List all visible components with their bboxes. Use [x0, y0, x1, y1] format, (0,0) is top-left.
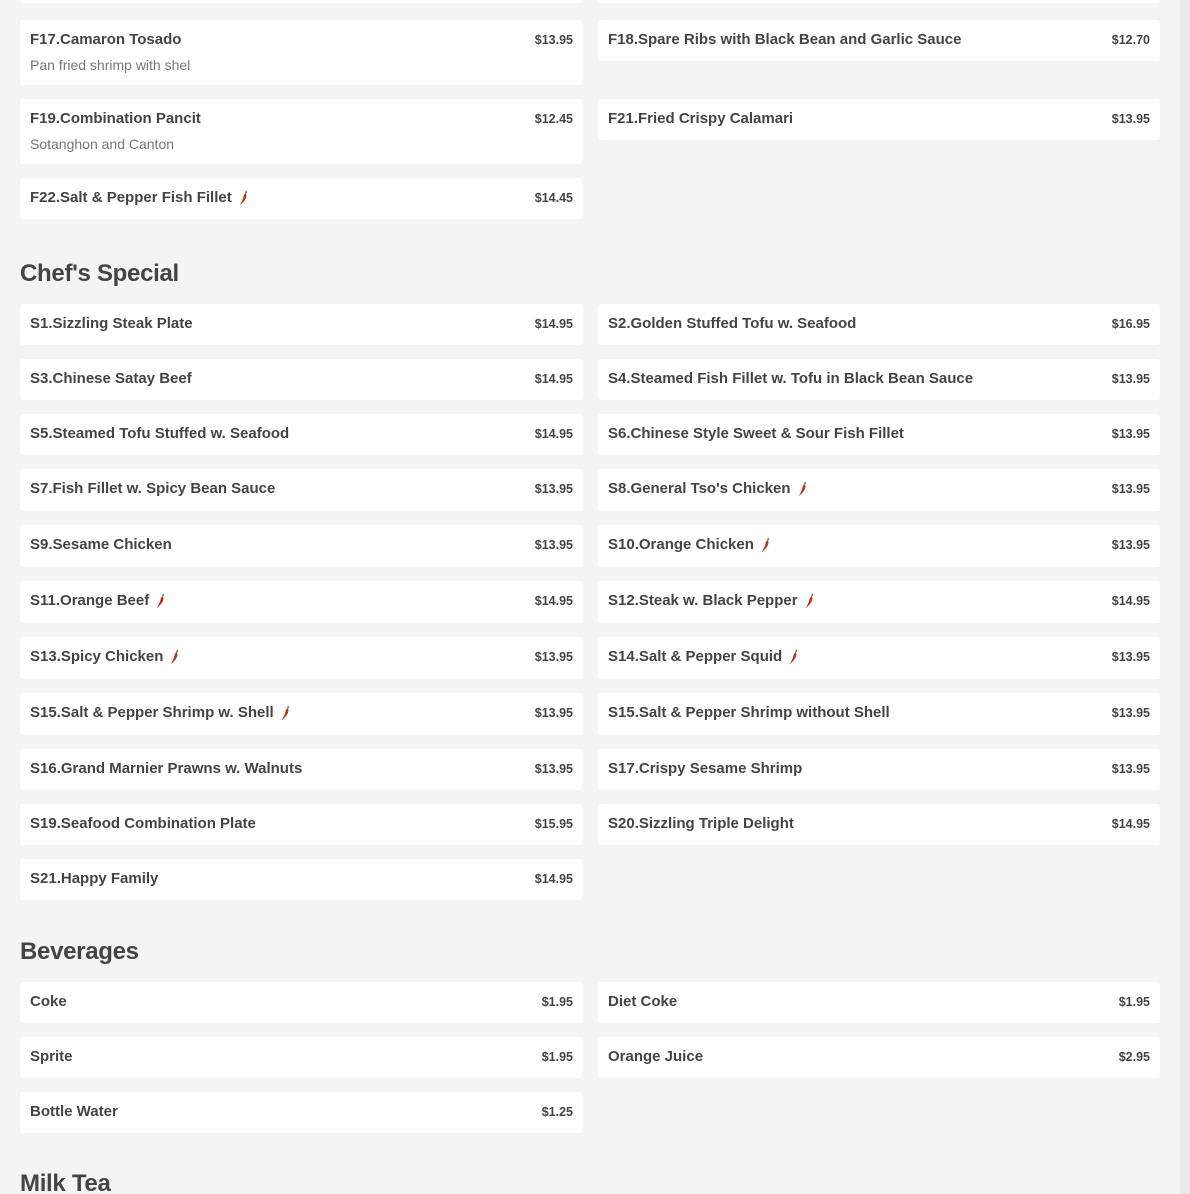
menu-item-card[interactable] [20, 304, 583, 345]
page-scrollbar[interactable] [1180, 0, 1190, 1194]
menu-item-card[interactable] [20, 99, 583, 164]
menu-item-price: $1.95 [1118, 995, 1150, 1009]
chili-pepper-icon [280, 705, 292, 721]
menu-item-price: $1.25 [541, 1105, 573, 1119]
menu-item-name [608, 479, 809, 499]
menu-item-card[interactable] [598, 1037, 1160, 1078]
menu-item-name-text: F17.Camaron Tosado [30, 31, 182, 48]
section-title-beverages: Beverages [20, 938, 139, 965]
menu-item-card[interactable] [598, 749, 1160, 790]
menu-item-card[interactable] [598, 99, 1160, 140]
beverages-grid [20, 982, 1160, 1133]
menu-item-row [30, 535, 573, 555]
menu-item-price: $13.95 [534, 650, 573, 664]
menu-item-price: $15.95 [534, 817, 573, 831]
menu-item-name-text: F21.Fried Crispy Calamari [608, 110, 794, 127]
menu-item-name [608, 369, 973, 389]
chili-pepper-icon [788, 649, 800, 665]
chili-pepper-icon [760, 537, 772, 553]
menu-item-price: $14.95 [1111, 594, 1150, 608]
menu-item-row [30, 992, 573, 1012]
menu-item-name-text: S3.Chinese Satay Beef [30, 370, 192, 387]
menu-item-card[interactable] [598, 414, 1160, 455]
seafood-section [20, 20, 1160, 219]
menu-item-price: $13.95 [1111, 427, 1150, 441]
menu-item-row [608, 314, 1150, 334]
chefs-special-section [20, 256, 1160, 900]
milk-tea-section [20, 1166, 1160, 1194]
previous-items-cutoff [20, 0, 1160, 3]
menu-item-row [30, 1102, 573, 1122]
menu-item-card[interactable] [598, 525, 1160, 567]
chili-pepper-icon [238, 190, 250, 206]
menu-item-name [608, 314, 856, 334]
menu-item-name [608, 30, 961, 50]
menu-item-name [608, 703, 890, 723]
menu-item-name [30, 535, 172, 555]
menu-item-row [30, 1047, 573, 1067]
menu-item-name [608, 424, 904, 444]
menu-item-card[interactable] [20, 178, 583, 219]
menu-item-row [608, 479, 1150, 499]
section-title-chefs-special: Chef's Special [20, 260, 179, 287]
menu-item-name [608, 814, 794, 834]
menu-item-name-text: S19.Seafood Combination Plate [30, 815, 256, 832]
menu-item-card[interactable] [20, 469, 583, 511]
menu-item-row [30, 703, 573, 723]
menu-item-price: $13.95 [534, 706, 573, 720]
menu-item-card[interactable] [598, 304, 1160, 345]
menu-item-name-text: S8.General Tso's Chicken [608, 480, 791, 497]
menu-item-name-text: F19.Combination Pancit [30, 110, 201, 127]
menu-item-name [30, 992, 67, 1012]
menu-item-price: $13.95 [534, 538, 573, 552]
menu-item-name [30, 188, 250, 208]
menu-item-card[interactable] [20, 581, 583, 623]
menu-item-description: Pan fried shrimp with shel [30, 57, 191, 73]
section-title-milk-tea: Milk Tea [20, 1170, 111, 1194]
menu-item-name-text: Coke [30, 993, 67, 1010]
chili-pepper-icon [804, 593, 816, 609]
menu-item-row [30, 591, 573, 611]
menu-item-price: $12.70 [1111, 33, 1150, 47]
menu-item-name [30, 1102, 118, 1122]
menu-item-row [608, 814, 1150, 834]
menu-item-card[interactable] [20, 525, 583, 567]
menu-item-name-text: S7.Fish Fillet w. Spicy Bean Sauce [30, 480, 276, 497]
menu-item-row [608, 1047, 1150, 1067]
menu-item-card[interactable] [20, 359, 583, 400]
menu-item-card[interactable] [20, 414, 583, 455]
menu-item-name-text: Diet Coke [608, 993, 678, 1010]
menu-item-price: $13.95 [1111, 538, 1150, 552]
menu-item-row [30, 188, 573, 208]
menu-item-row [30, 479, 573, 499]
menu-item-price: $2.95 [1118, 1050, 1150, 1064]
menu-item-card[interactable] [598, 693, 1160, 735]
menu-item-name [30, 591, 167, 611]
menu-item-card[interactable] [598, 0, 1160, 3]
menu-item-card[interactable] [598, 637, 1160, 679]
menu-item-name [30, 424, 289, 444]
menu-item-card[interactable] [598, 20, 1160, 61]
menu-item-name-text: S10.Orange Chicken [608, 536, 754, 553]
menu-item-row [608, 109, 1150, 129]
menu-item-card[interactable] [598, 469, 1160, 511]
menu-item-name-text: S15.Salt & Pepper Shrimp without Shell [608, 704, 890, 721]
chili-pepper-icon [155, 593, 167, 609]
menu-item-card[interactable] [598, 982, 1160, 1023]
menu-item-card[interactable] [20, 637, 583, 679]
menu-item-price: $14.95 [534, 872, 573, 886]
menu-item-name-text: S13.Spicy Chicken [30, 648, 164, 665]
menu-item-name [30, 703, 292, 723]
menu-item-name-text: S6.Chinese Style Sweet & Sour Fish Fillet [608, 425, 904, 442]
menu-item-name-text: S5.Steamed Tofu Stuffed w. Seafood [30, 425, 290, 442]
menu-item-price: $13.95 [1111, 372, 1150, 386]
menu-item-price: $14.45 [534, 191, 573, 205]
menu-item-price: $16.95 [1111, 317, 1150, 331]
menu-item-card[interactable] [20, 20, 583, 85]
menu-item-name-text: Orange Juice [608, 1048, 704, 1065]
menu-item-name-text: S15.Salt & Pepper Shrimp w. Shell [30, 704, 274, 721]
menu-item-card[interactable] [20, 693, 583, 735]
chili-pepper-icon [797, 481, 809, 497]
menu-item-card[interactable] [20, 0, 583, 3]
menu-item-row [608, 424, 1150, 444]
menu-item-price: $14.95 [534, 372, 573, 386]
menu-item-name [608, 759, 802, 779]
menu-item-price: $14.95 [534, 594, 573, 608]
menu-item-name-text: S20.Sizzling Triple Delight [608, 815, 794, 832]
menu-item-name [30, 814, 256, 834]
menu-item-price: $1.95 [541, 1050, 573, 1064]
menu-item-card[interactable] [598, 804, 1160, 845]
menu-item-name [30, 30, 181, 50]
menu-item-name-text: S4.Steamed Fish Fillet w. Tofu in Black Bean Sauce [608, 370, 974, 387]
menu-item-card[interactable] [598, 581, 1160, 623]
menu-item-price: $13.95 [1111, 706, 1150, 720]
menu-item-name-text: F22.Salt & Pepper Fish Fillet [30, 189, 232, 206]
menu-item-price: $13.95 [534, 762, 573, 776]
menu-item-row [30, 314, 573, 334]
menu-item-name [608, 591, 816, 611]
menu-item-row [608, 591, 1150, 611]
menu-item-row [30, 109, 573, 129]
menu-item-name [608, 109, 793, 129]
menu-item-row [30, 814, 573, 834]
menu-item-name-text: S21.Happy Family [30, 870, 159, 887]
menu-item-name [30, 869, 158, 889]
menu-item-price: $1.95 [541, 995, 573, 1009]
menu-item-name [608, 535, 772, 555]
menu-item-price: $13.95 [1111, 112, 1150, 126]
menu-item-card[interactable] [20, 1037, 583, 1078]
menu-item-card[interactable] [20, 859, 583, 900]
menu-item-price: $13.95 [534, 33, 573, 47]
menu-item-row [30, 369, 573, 389]
menu-item-row [608, 369, 1150, 389]
chili-pepper-icon [169, 649, 181, 665]
chefs-special-grid [20, 304, 1160, 900]
menu-item-name [30, 1047, 73, 1067]
menu-item-name-text: Sprite [30, 1048, 73, 1065]
menu-item-name [608, 992, 677, 1012]
menu-item-price: $14.95 [1111, 817, 1150, 831]
menu-item-name-text: Bottle Water [30, 1103, 118, 1120]
menu-item-row [608, 647, 1150, 667]
menu-item-card[interactable] [20, 982, 583, 1023]
menu-item-name [30, 479, 275, 499]
menu-item-row [30, 759, 573, 779]
menu-item-name [30, 109, 201, 129]
menu-item-row [608, 535, 1150, 555]
menu-item-description: Sotanghon and Canton [30, 136, 175, 152]
menu-item-name-text: S2.Golden Stuffed Tofu w. Seafood [608, 315, 857, 332]
menu-item-price: $12.45 [534, 112, 573, 126]
menu-item-name-text: S12.Steak w. Black Pepper [608, 592, 798, 609]
menu-item-price: $13.95 [1111, 482, 1150, 496]
menu-item-name [30, 314, 193, 334]
menu-item-name [30, 759, 302, 779]
menu-item-row [30, 869, 573, 889]
menu-item-price: $13.95 [1111, 650, 1150, 664]
menu-item-name [608, 1047, 703, 1067]
menu-item-name-text: S11.Orange Beef [30, 592, 150, 609]
menu-item-row [608, 759, 1150, 779]
menu-item-card[interactable] [598, 359, 1160, 400]
beverages-section [20, 934, 1160, 1133]
menu-item-card[interactable] [20, 1092, 583, 1133]
menu-item-price: $14.95 [534, 427, 573, 441]
menu-item-row [608, 703, 1150, 723]
menu-item-name-text: S1.Sizzling Steak Plate [30, 315, 193, 332]
menu-item-row [608, 992, 1150, 1012]
menu-item-name-text: S17.Crispy Sesame Shrimp [608, 760, 803, 777]
menu-item-card[interactable] [20, 749, 583, 790]
menu-item-name-text: S9.Sesame Chicken [30, 536, 172, 553]
seafood-grid [20, 20, 1160, 219]
menu-item-name [30, 647, 181, 667]
menu-item-name-text: S16.Grand Marnier Prawns w. Walnuts [30, 760, 303, 777]
menu-item-row [608, 30, 1150, 50]
menu-item-price: $13.95 [1111, 762, 1150, 776]
menu-item-name [30, 369, 192, 389]
menu-item-card[interactable] [20, 804, 583, 845]
menu-item-name [608, 647, 800, 667]
menu-item-price: $14.95 [534, 317, 573, 331]
menu-item-row [30, 30, 573, 50]
menu-item-row [30, 424, 573, 444]
menu-item-price: $13.95 [534, 482, 573, 496]
menu-item-name-text: S14.Salt & Pepper Squid [608, 648, 783, 665]
menu-item-name-text: F18.Spare Ribs with Black Bean and Garlic Sauce [608, 31, 962, 48]
menu-item-row [30, 647, 573, 667]
